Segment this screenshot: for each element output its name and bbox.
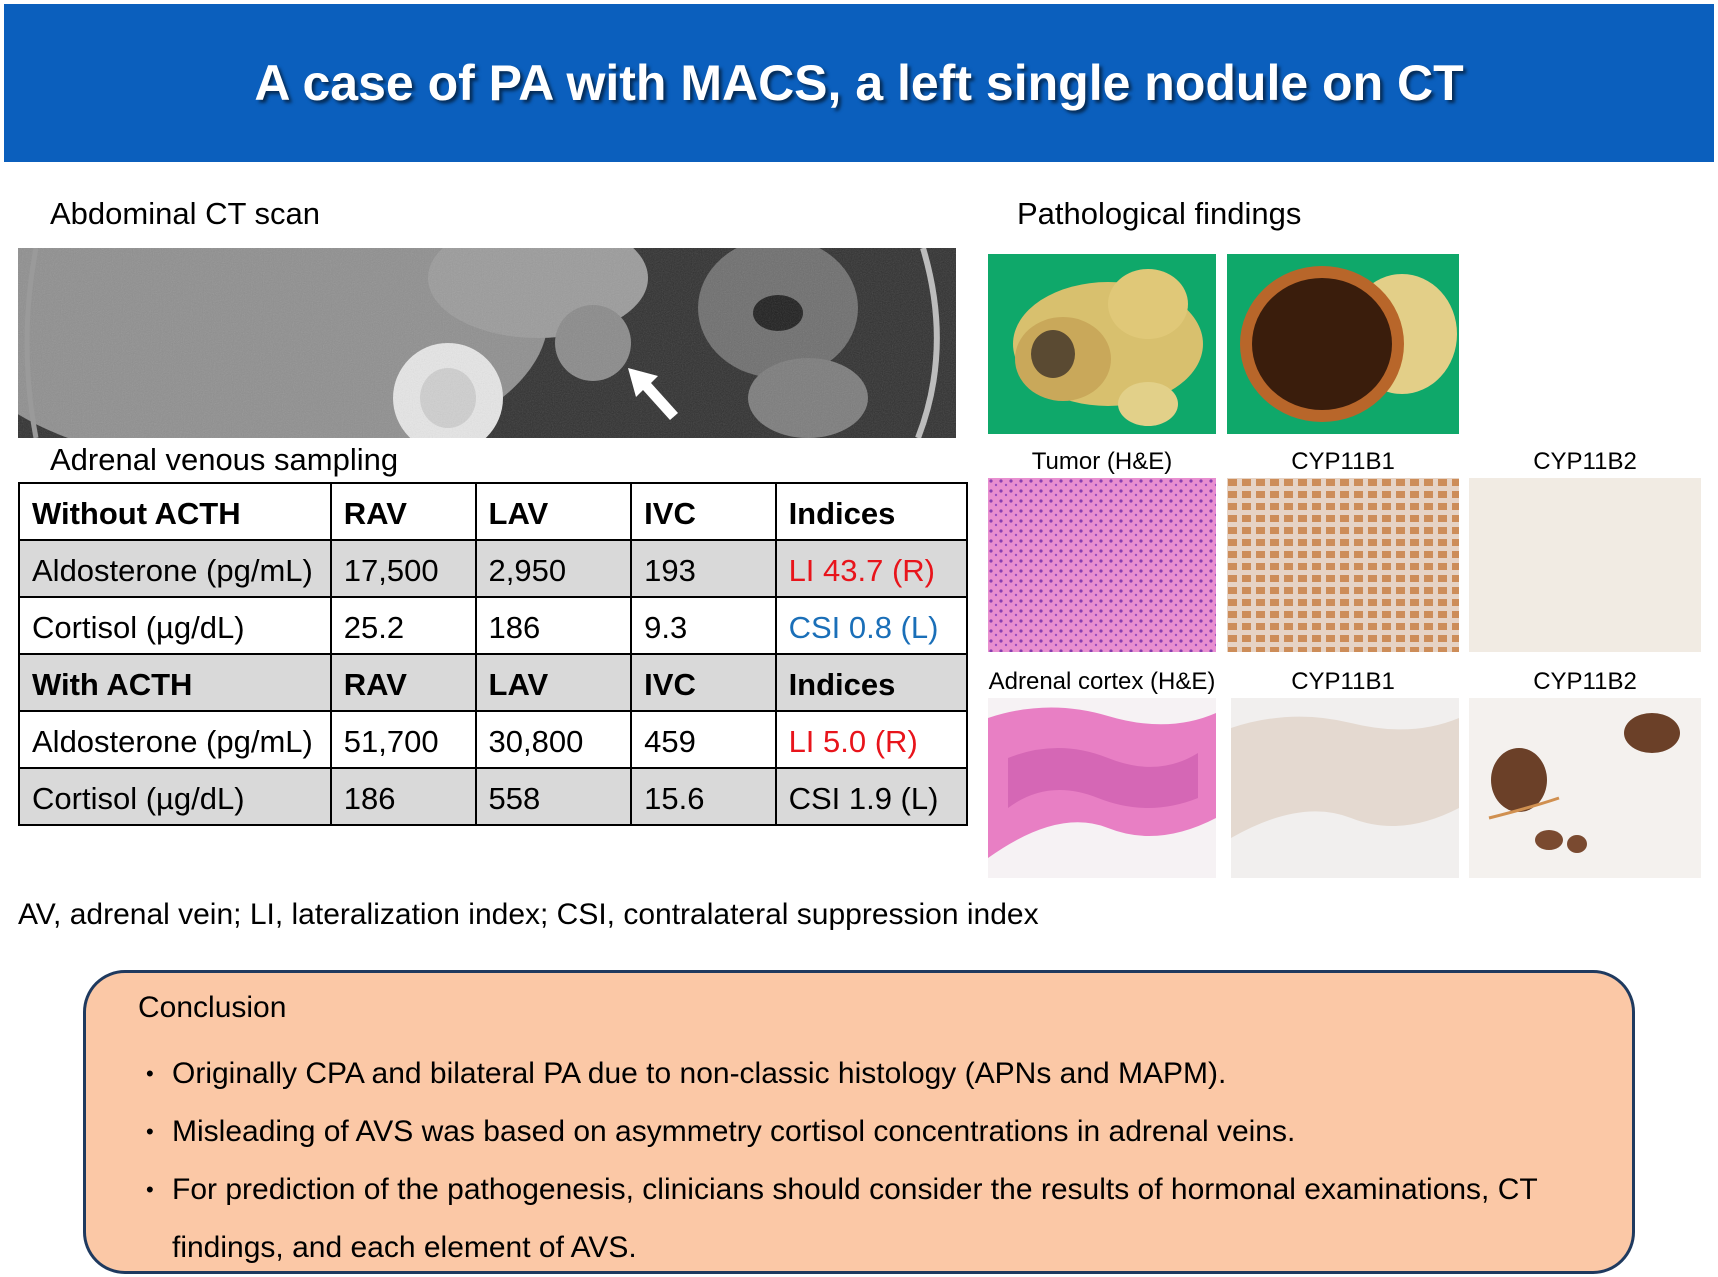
table-cell: 2,950 <box>476 540 632 597</box>
table-cell: RAV <box>331 483 476 540</box>
cortex-cyp11b1-image <box>1231 698 1459 878</box>
table-cell: LAV <box>476 654 632 711</box>
gross-specimen-photo-2 <box>1227 254 1459 434</box>
table-row <box>19 654 967 711</box>
table-cell: LI 43.7 (R) <box>776 540 967 597</box>
table-cell: 9.3 <box>631 597 775 654</box>
table-cell: 186 <box>476 597 632 654</box>
table-row <box>19 540 967 597</box>
table-row <box>19 597 967 654</box>
caption-cortex-cyp11b2: CYP11B2 <box>1533 668 1637 695</box>
conclusion-box <box>83 970 1635 1274</box>
table-cell: 30,800 <box>476 711 632 768</box>
table-cell: RAV <box>331 654 476 711</box>
table-cell: Cortisol (µg/dL) <box>19 597 331 654</box>
caption-tumor-he: Tumor (H&E) <box>1031 448 1173 475</box>
cortex-cyp11b2-image <box>1469 698 1701 878</box>
conclusion-item: • Misleading of AVS was based on asymmetry cortisol concentrations in adrenal veins. <box>138 1103 1592 1161</box>
gross-specimen-photo-1 <box>988 254 1216 434</box>
ct-scan-image <box>18 248 956 438</box>
caption-cortex-cyp11b1: CYP11B1 <box>1291 668 1395 695</box>
table-cell: 459 <box>631 711 775 768</box>
caption-tumor-cyp11b1: CYP11B1 <box>1291 448 1395 475</box>
table-cell: Aldosterone (pg/mL) <box>19 540 331 597</box>
tumor-cyp11b2-image <box>1469 478 1701 652</box>
ct-section-label: Abdominal CT scan <box>50 196 320 231</box>
abbreviation-footnote: AV, adrenal vein; LI, lateralization index; CSI, contralateral suppression index <box>18 898 1039 931</box>
avs-section-label: Adrenal venous sampling <box>50 442 399 477</box>
table-cell: With ACTH <box>19 654 331 711</box>
page-title: A case of PA with MACS, a left single nodule on CT <box>254 55 1464 111</box>
caption-tumor-cyp11b2: CYP11B2 <box>1533 448 1637 475</box>
tumor-cyp11b1-image <box>1227 478 1459 652</box>
table-cell: IVC <box>631 654 775 711</box>
conclusion-item: • Originally CPA and bilateral PA due to non-classic histology (APNs and MAPM). <box>138 1045 1592 1103</box>
table-cell: Cortisol (µg/dL) <box>19 768 331 825</box>
table-row <box>19 768 967 825</box>
table-cell: LAV <box>476 483 632 540</box>
conclusion-item: • For prediction of the pathogenesis, clinicians should consider the results of hormonal examinations, CT findings, and each element of AVS. <box>138 1161 1592 1277</box>
table-row <box>19 483 967 540</box>
tumor-he-image <box>988 478 1216 652</box>
table-cell: 15.6 <box>631 768 775 825</box>
table-row <box>19 711 967 768</box>
caption-cortex-he: Adrenal cortex (H&E) <box>988 668 1216 695</box>
table-cell: 51,700 <box>331 711 476 768</box>
table-cell: 186 <box>331 768 476 825</box>
table-cell: 17,500 <box>331 540 476 597</box>
bullet-icon: • <box>146 1061 154 1086</box>
table-cell: LI 5.0 (R) <box>776 711 967 768</box>
cortex-he-image <box>988 698 1216 878</box>
title-banner <box>4 4 1714 162</box>
table-cell: Indices <box>776 654 967 711</box>
conclusion-list <box>138 1045 1592 1277</box>
table-cell: 558 <box>476 768 632 825</box>
table-cell: Indices <box>776 483 967 540</box>
table-cell: 193 <box>631 540 775 597</box>
table-cell: Without ACTH <box>19 483 331 540</box>
table-cell: CSI 0.8 (L) <box>776 597 967 654</box>
pathology-section-label: Pathological findings <box>1017 196 1302 231</box>
table-cell: CSI 1.9 (L) <box>776 768 967 825</box>
bullet-icon: • <box>146 1177 154 1202</box>
table-cell: 25.2 <box>331 597 476 654</box>
bullet-icon: • <box>146 1119 154 1144</box>
table-cell: Aldosterone (pg/mL) <box>19 711 331 768</box>
avs-table <box>18 482 968 826</box>
conclusion-title: Conclusion <box>138 991 287 1024</box>
table-cell: IVC <box>631 483 775 540</box>
